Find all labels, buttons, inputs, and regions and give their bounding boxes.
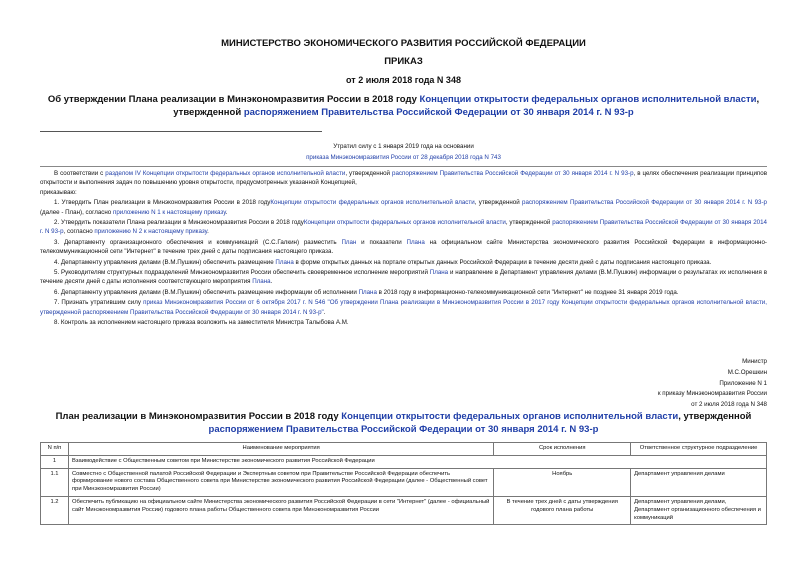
row-number: 1 (41, 455, 69, 468)
item-text: 1. Утвердить План реализации в Минэкономразвития России в 2018 году (54, 199, 271, 207)
item-7 (40, 298, 767, 317)
preamble-text: В соответствии с (54, 170, 106, 177)
order-title (40, 93, 767, 119)
concept-link[interactable]: Концепции открытости федеральных органов исполнительной власти (419, 94, 757, 105)
item-text: . (270, 278, 273, 286)
responsible-dept: Департамент управления делами, Департамент организационного обеспечения и коммуникаций (631, 496, 767, 524)
column-header: Наименование мероприятия (68, 443, 493, 456)
preamble (40, 169, 767, 188)
activity-name: Совместно с Общественной палатой Российской Федерации и Экспертным советом при Правительстве Российской Федерации обеспечить формирование нового состава Общественного совета при Министерстве экономического развития Российской Федерации (далее - Общественный совет при Минэкономразвития России) (68, 468, 493, 496)
signer-name: М.С.Орешкин (727, 368, 767, 376)
plan-link[interactable]: План (341, 238, 357, 246)
signer-position: Министр (742, 358, 767, 365)
plan-title-text: , утвержденной (678, 411, 752, 422)
deadline: В течение трех дней с даты утверждения годового плана работы (494, 496, 631, 524)
item-text: 5. Руководителям структурных подразделений Минэкономразвития России обеспечить своевременное исполнение мероприятий (54, 269, 430, 277)
void-notice (0, 141, 807, 163)
government-order-link[interactable]: распоряжением Правительства Российской Федерации от 30 января 2014 г. N 93-р (40, 219, 767, 236)
column-header: N п/п (41, 443, 69, 456)
row-number: 1.1 (41, 468, 69, 496)
appendix-label: Приложение N 1 (719, 379, 767, 387)
plan-link[interactable]: Плана (252, 278, 271, 286)
item-3 (40, 238, 767, 257)
plan-link[interactable]: Плана (429, 269, 449, 277)
preamble-text: , утвержденной (345, 170, 392, 177)
appendix-2-link[interactable]: приложению N 2 к настоящему приказу (94, 228, 208, 236)
item-5 (40, 268, 767, 287)
dotted-separator (40, 166, 767, 167)
plan-title-text: План реализации в Минэкономразвития России в 2018 году (55, 411, 342, 422)
government-order-link[interactable]: распоряжением Правительства Российской Федерации от 30 января 2014 г. N 93-р (392, 170, 634, 177)
order-heading: ПРИКАЗ (384, 56, 423, 67)
column-header: Срок исполнения (494, 443, 631, 456)
preamble-text: , в целях обеспечения реализации принципов открытости и выполнения задач по повышению уровня открытости, предусмотренных указанной Концепцией, (40, 170, 767, 187)
item-text: 6. Департаменту управления делами (В.М.Пушкин) обеспечить размещение информации об исполнении (54, 288, 359, 296)
concept-link[interactable]: Концепции открытости федеральных органов исполнительной власти (303, 219, 506, 227)
order-body (40, 169, 767, 328)
ministry-heading: МИНИСТЕРСТВО ЭКОНОМИЧЕСКОГО РАЗВИТИЯ РОССИЙСКОЙ ФЕДЕРАЦИИ (221, 38, 586, 49)
item-text: 2. Утвердить показатели Плана реализации в Минэкономразвития России в 2018 году (54, 219, 304, 227)
item-6 (40, 288, 767, 297)
section-title: Взаимодействие с Общественным советом при Министерстве экономического развития Российской Федерации (68, 455, 766, 468)
table-section-row (41, 455, 767, 468)
item-text: 7. Признать утратившим силу (54, 299, 144, 307)
title-text-1: Об утверждении Плана реализации в Минэкономразвития России в 2018 году (47, 94, 420, 105)
table-row (41, 468, 767, 496)
appendix-1-link[interactable]: приложению N 1 к настоящему приказу (112, 208, 226, 216)
item-4 (40, 258, 767, 267)
item-1 (40, 198, 767, 217)
plan-title (40, 410, 767, 436)
item-text: . (207, 228, 209, 236)
title-text-2: , утвержденной (173, 94, 760, 118)
appendix-reference: к приказу Минэкономразвития России (657, 390, 767, 398)
table-row (41, 496, 767, 524)
column-header: Ответственное структурное подразделение (631, 443, 767, 456)
concept-section-link[interactable]: разделом IV Концепции открытости федеральных органов исполнительной власти (105, 170, 346, 177)
void-notice-link[interactable]: приказа Минэкономразвития России от 28 декабря 2018 года N 743 (306, 154, 501, 161)
plan-link[interactable]: Плана (275, 258, 294, 266)
row-number: 1.2 (41, 496, 69, 524)
item-text: 4. Департаменту управления делами (В.М.Пушкин) обеспечить размещение (54, 258, 276, 266)
item-text: в форме открытых данных на портале открытых данных Российской Федерации в течение десяти дней с даты подписания настоящего приказа. (293, 258, 712, 266)
item-text: (далее - План), согласно (40, 208, 113, 216)
repealed-order-link[interactable]: приказ Минэкономразвития России от 6 октября 2017 г. N 546 "Об утверждении Плана реализации в Минэкономразвития России в 2017 году Концепции открытости федеральных органов исполнительной власти, утвержденной распоряжением Правительства Российской Федерации от 30 января 2014 г. N 93-р" (40, 299, 767, 316)
plan-link[interactable]: Плана (358, 288, 377, 296)
plan-link[interactable]: Плана (406, 238, 425, 246)
item-text: и направление в Департамент управления делами (В.М.Пушкин) информации о результатах их исполнения в течение десяти дней с даты исполнения соответствующего мероприятия (40, 269, 767, 286)
item-text: . (225, 208, 228, 216)
item-8: 8. Контроль за исполнением настоящего приказа возложить на заместителя Министра Талыбова А.М. (54, 319, 349, 327)
government-order-link[interactable]: распоряжением Правительства Российской Федерации от 30 января 2014 г. N 93-р (243, 107, 634, 118)
item-text: 3. Департаменту организационного обеспечения и коммуникаций (С.С.Галкин) разместить (54, 238, 342, 246)
item-text: на официальном сайте Министерства экономического развития Российской Федерации в информационно-телекоммуникационной сети "Интернет" в течение трех дней с даты подписания настоящего приказа. (40, 238, 767, 256)
order-date-number: от 2 июля 2018 года N 348 (346, 75, 461, 85)
concept-link[interactable]: Концепции открытости федеральных органов исполнительной власти (270, 199, 475, 207)
void-notice-text: Утратил силу с 1 января 2019 года на основании (333, 143, 474, 150)
separator-rule (40, 131, 322, 132)
appendix-date: от 2 июля 2018 года N 348 (691, 401, 767, 409)
government-order-link[interactable]: распоряжением Правительства Российской Федерации от 30 января 2014 г. N 93-р (522, 199, 767, 207)
order-word: приказываю: (40, 188, 77, 196)
concept-link[interactable]: Концепции открытости федеральных органов исполнительной власти (341, 411, 679, 422)
item-text: в 2018 году в информационно-телекоммуникационной сети "Интернет" не позднее 31 января 2019 года. (376, 288, 679, 296)
item-text: и показатели (356, 238, 407, 246)
item-2 (40, 218, 767, 237)
item-text: . (323, 308, 326, 316)
table-header-row (41, 443, 767, 456)
responsible-dept: Департамент управления делами (631, 468, 767, 496)
plan-table (40, 442, 767, 525)
item-text: , утвержденной (505, 219, 553, 227)
signature-block (658, 357, 767, 411)
government-order-link[interactable]: распоряжением Правительства Российской Федерации от 30 января 2014 г. N 93-р (208, 424, 599, 435)
item-text: , согласно (63, 228, 95, 236)
deadline: Ноябрь (494, 468, 631, 496)
item-text: , утвержденной (474, 199, 523, 207)
activity-name: Обеспечить публикацию на официальном сайте Министерства экономического развития Российской Федерации в сети "Интернет" (далее - официальный сайт Минэкономразвития России) годового плана работы Общественного совета при Минэкономразвития России (68, 496, 493, 524)
